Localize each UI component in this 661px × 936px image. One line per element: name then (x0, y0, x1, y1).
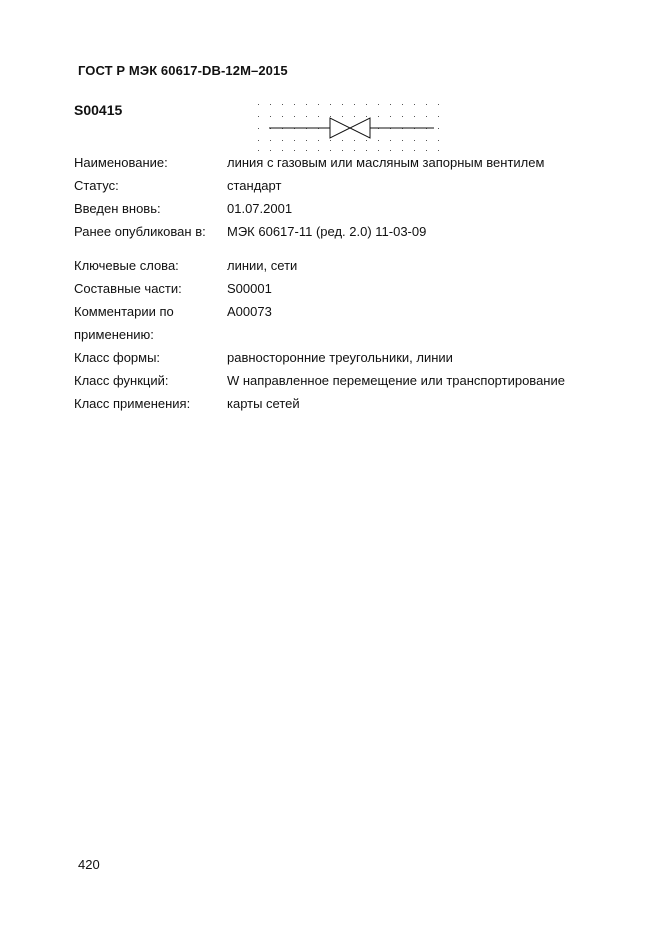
field-row-status (74, 176, 614, 196)
field-value: A00073 (227, 304, 272, 319)
field-row-components (74, 279, 614, 299)
field-value: карты сетей (227, 396, 300, 411)
field-row-function-class (74, 371, 614, 391)
valve-line-symbol-icon (252, 99, 452, 153)
field-value: 01.07.2001 (227, 201, 293, 216)
field-label: Наименование: (74, 155, 168, 170)
field-row-keywords (74, 256, 614, 276)
field-row-introduced (74, 199, 614, 219)
field-row-application-notes (74, 302, 614, 322)
field-label: Статус: (74, 178, 119, 193)
document-header: ГОСТ Р МЭК 60617-DB-12M–2015 (78, 63, 288, 78)
field-label: Составные части: (74, 281, 182, 296)
field-label: Ранее опубликован в: (74, 224, 206, 239)
field-value: МЭК 60617-11 (ред. 2.0) 11-03-09 (227, 224, 427, 239)
field-row-shape-class (74, 348, 614, 368)
field-value: линия с газовым или масляным запорным вентилем (227, 155, 545, 170)
page-number: 420 (78, 857, 100, 872)
field-row-name (74, 153, 614, 173)
field-label: Ключевые слова: (74, 258, 179, 273)
field-label: применению: (74, 327, 154, 342)
field-row-application-class (74, 394, 614, 414)
field-row-previously-published (74, 222, 614, 242)
field-label: Комментарии по (74, 304, 174, 319)
field-value: S00001 (227, 281, 272, 296)
field-label: Класс формы: (74, 350, 161, 365)
field-value: W направленное перемещение или транспортирование (227, 373, 565, 388)
field-label: Введен вновь: (74, 201, 161, 216)
field-value: равносторонние треугольники, линии (227, 350, 453, 365)
field-value: линии, сети (227, 258, 298, 273)
field-label: Класс функций: (74, 373, 169, 388)
field-row-application-notes-cont (74, 325, 614, 345)
symbol-code: S00415 (74, 102, 123, 118)
field-label: Класс применения: (74, 396, 191, 411)
field-value: стандарт (227, 178, 282, 193)
